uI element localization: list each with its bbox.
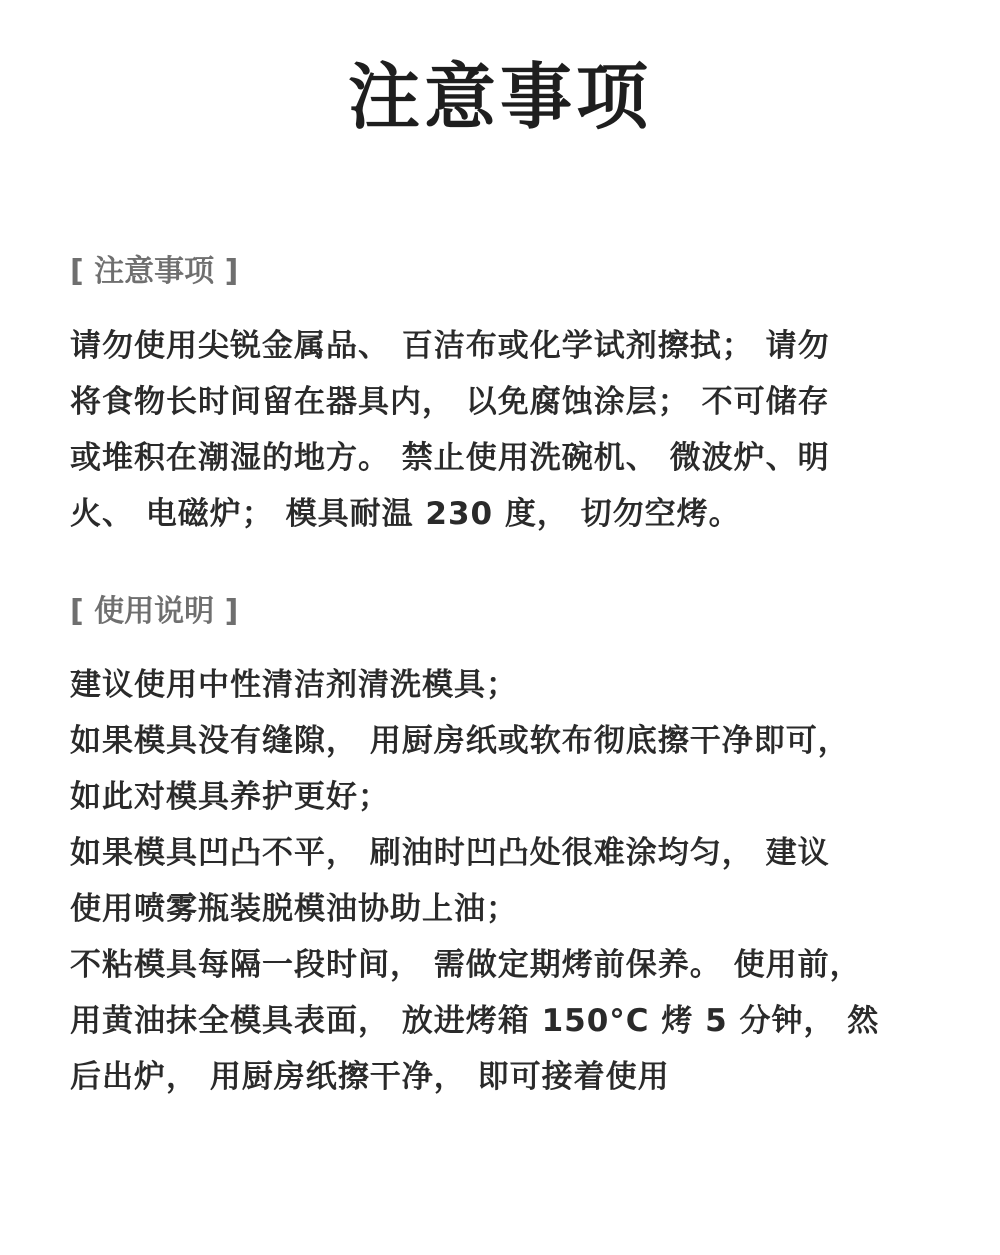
notes-section-body [70, 318, 940, 542]
notes-line: 请勿使用尖锐金属品、 百洁布或化学试剂擦拭； 请勿 [70, 328, 830, 364]
usage-section-heading: [ 使用说明 ] [70, 594, 239, 629]
notes-section-heading: [ 注意事项 ] [70, 254, 239, 289]
usage-line: 如此对模具养护更好； [70, 779, 390, 815]
notes-line: 或堆积在潮湿的地方。 禁止使用洗碗机、 微波炉、明 [70, 440, 830, 476]
notes-line: 火、 电磁炉； 模具耐温 230 度， 切勿空烤。 [70, 496, 741, 532]
usage-section-body [70, 657, 940, 1105]
usage-line: 如果模具没有缝隙， 用厨房纸或软布彻底擦干净即可， [70, 723, 850, 759]
usage-line: 使用喷雾瓶装脱模油协助上油； [70, 891, 518, 927]
usage-line: 建议使用中性清洁剂清洗模具； [70, 667, 518, 703]
usage-line: 用黄油抹全模具表面， 放进烤箱 150°C 烤 5 分钟， 然 [70, 1003, 880, 1039]
usage-line: 后出炉， 用厨房纸擦干净， 即可接着使用 [70, 1059, 670, 1095]
usage-line: 如果模具凹凸不平， 刷油时凹凸处很难涂均匀， 建议 [70, 835, 830, 871]
page-title: 注意事项 [347, 55, 652, 139]
usage-line: 不粘模具每隔一段时间， 需做定期烤前保养。 使用前， [70, 947, 862, 983]
notes-line: 将食物长时间留在器具内， 以免腐蚀涂层； 不可储存 [70, 384, 830, 420]
